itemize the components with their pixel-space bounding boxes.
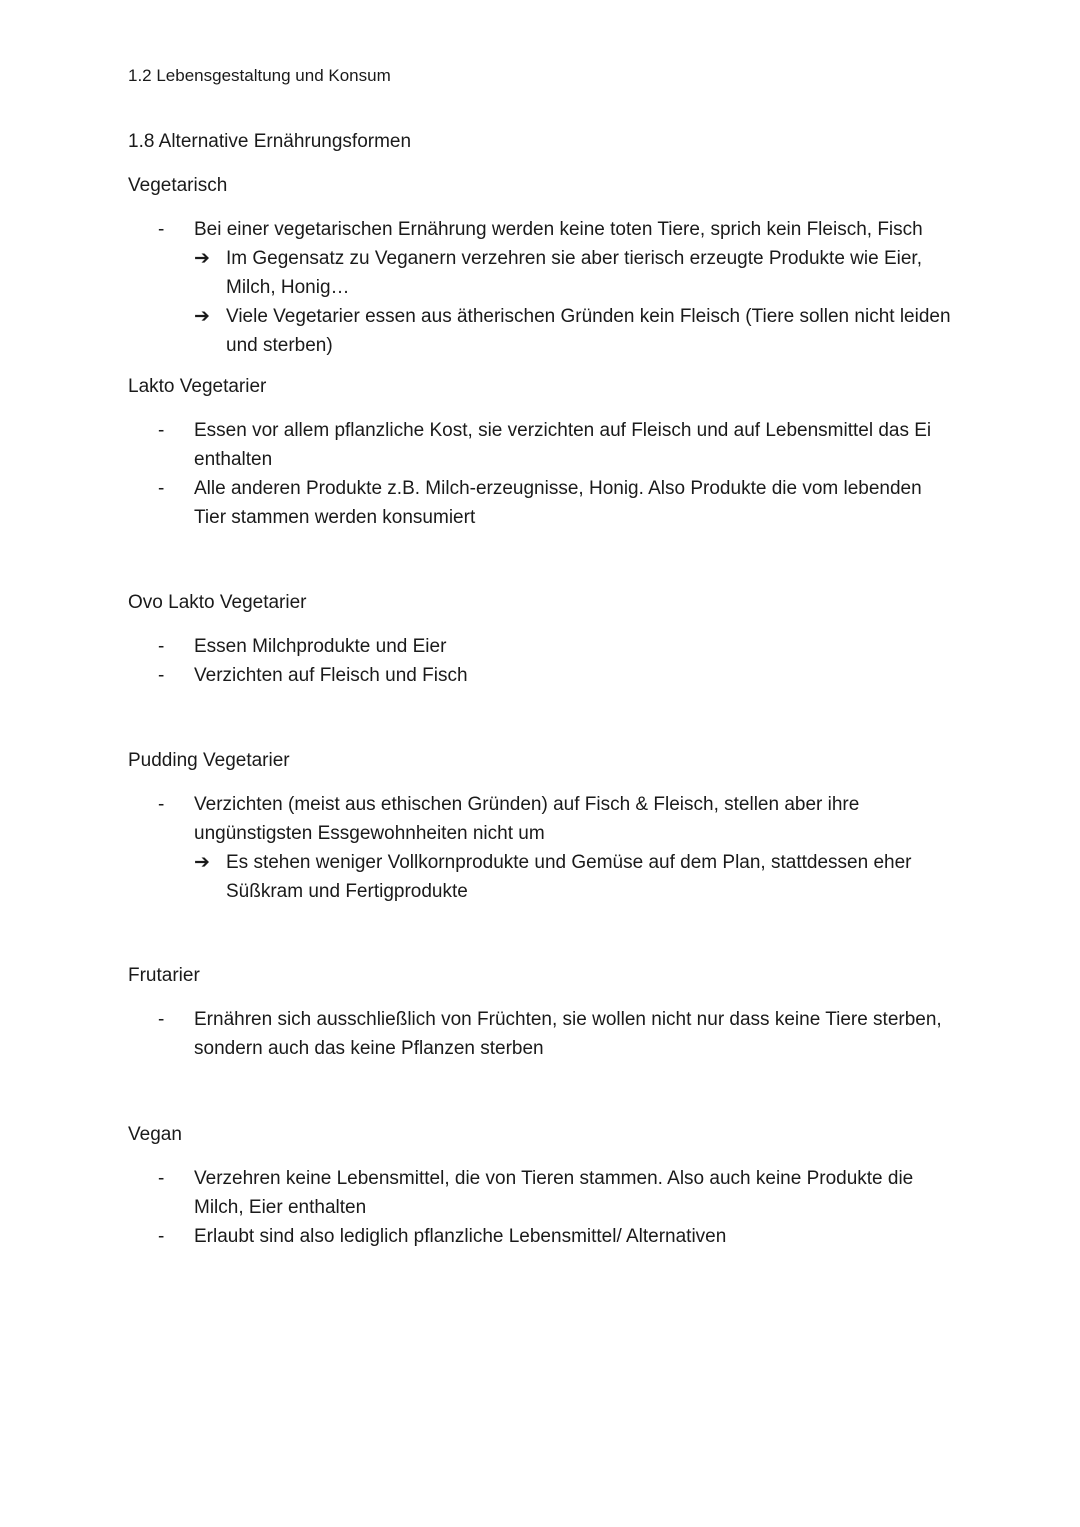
section-heading: Ovo Lakto Vegetarier [128,592,307,613]
section-vegan [128,1122,958,1251]
list-item [128,1164,958,1222]
section-heading: Pudding Vegetarier [128,750,290,771]
bullet-dash: - [158,1226,165,1247]
arrow-right-icon: ➔ [194,851,210,873]
list-item [128,215,958,360]
bullet-list [128,215,958,360]
list-item [128,632,958,661]
section-heading: Frutarier [128,965,200,986]
bullet-list [128,632,958,690]
section-heading: Vegetarisch [128,175,228,196]
list-item-text: Ernähren sich ausschließlich von Früchten, sie wollen nicht nur dass keine Tiere sterben, sondern auch das keine Pflanzen sterben [194,1009,942,1059]
section-vegetarisch [128,173,958,360]
bullet-list [128,1164,958,1251]
bullet-list [128,790,958,906]
arrow-item-text: Viele Vegetarier essen aus ätherischen Gründen kein Fleisch (Tiere sollen nicht leiden und sterben) [226,306,951,356]
section-lakto-vegetarier [128,374,958,532]
page-header: 1.2 Lebensgestaltung und Konsum [128,66,391,85]
list-item [128,416,958,474]
bullet-dash: - [158,636,165,657]
arrow-right-icon: ➔ [194,247,210,269]
list-item-text: Essen vor allem pflanzliche Kost, sie verzichten auf Fleisch und auf Lebensmittel das Ei enthalten [194,420,932,470]
section-heading: Lakto Vegetarier [128,376,267,397]
bullet-dash: - [158,420,165,441]
list-item-text: Bei einer vegetarischen Ernährung werden keine toten Tiere, sprich kein Fleisch, Fisch [194,219,923,240]
list-item [128,661,958,690]
bullet-list [128,1005,958,1063]
list-item-text: Verzichten (meist aus ethischen Gründen) auf Fisch & Fleisch, stellen aber ihre ungünstigsten Essgewohnheiten nicht um [194,794,860,844]
list-item-text: Erlaubt sind also lediglich pflanzliche Lebensmittel/ Alternativen [194,1226,727,1247]
arrow-item [194,848,958,906]
bullet-list [128,416,958,532]
list-item-text: Essen Milchprodukte und Eier [194,636,447,657]
bullet-dash: - [158,794,165,815]
list-item [128,790,958,906]
bullet-dash: - [158,219,165,240]
page-title: 1.8 Alternative Ernährungsformen [128,131,412,152]
list-item-text: Alle anderen Produkte z.B. Milch-erzeugnisse, Honig. Also Produkte die vom lebenden Tier stammen werden konsumiert [194,478,922,528]
section-pudding-vegetarier [128,748,958,906]
bullet-dash: - [158,478,165,499]
bullet-dash: - [158,1009,165,1030]
list-item-text: Verzichten auf Fleisch und Fisch [194,665,468,686]
list-item [128,474,958,532]
arrow-item-text: Es stehen weniger Vollkornprodukte und Gemüse auf dem Plan, stattdessen eher Süßkram und Fertigprodukte [226,852,912,902]
arrow-item-text: Im Gegensatz zu Veganern verzehren sie aber tierisch erzeugte Produkte wie Eier, Milch, Honig… [226,248,922,298]
arrow-right-icon: ➔ [194,305,210,327]
section-frutarier [128,963,958,1063]
bullet-dash: - [158,1168,165,1189]
list-item-text: Verzehren keine Lebensmittel, die von Tieren stammen. Also auch keine Produkte die Milch, Eier enthalten [194,1168,914,1218]
section-heading: Vegan [128,1124,182,1145]
list-item [128,1222,958,1251]
arrow-list [194,244,958,360]
list-item [128,1005,958,1063]
arrow-list [194,848,958,906]
arrow-item [194,302,958,360]
arrow-item [194,244,958,302]
section-ovo-lakto-vegetarier [128,590,958,690]
bullet-dash: - [158,665,165,686]
